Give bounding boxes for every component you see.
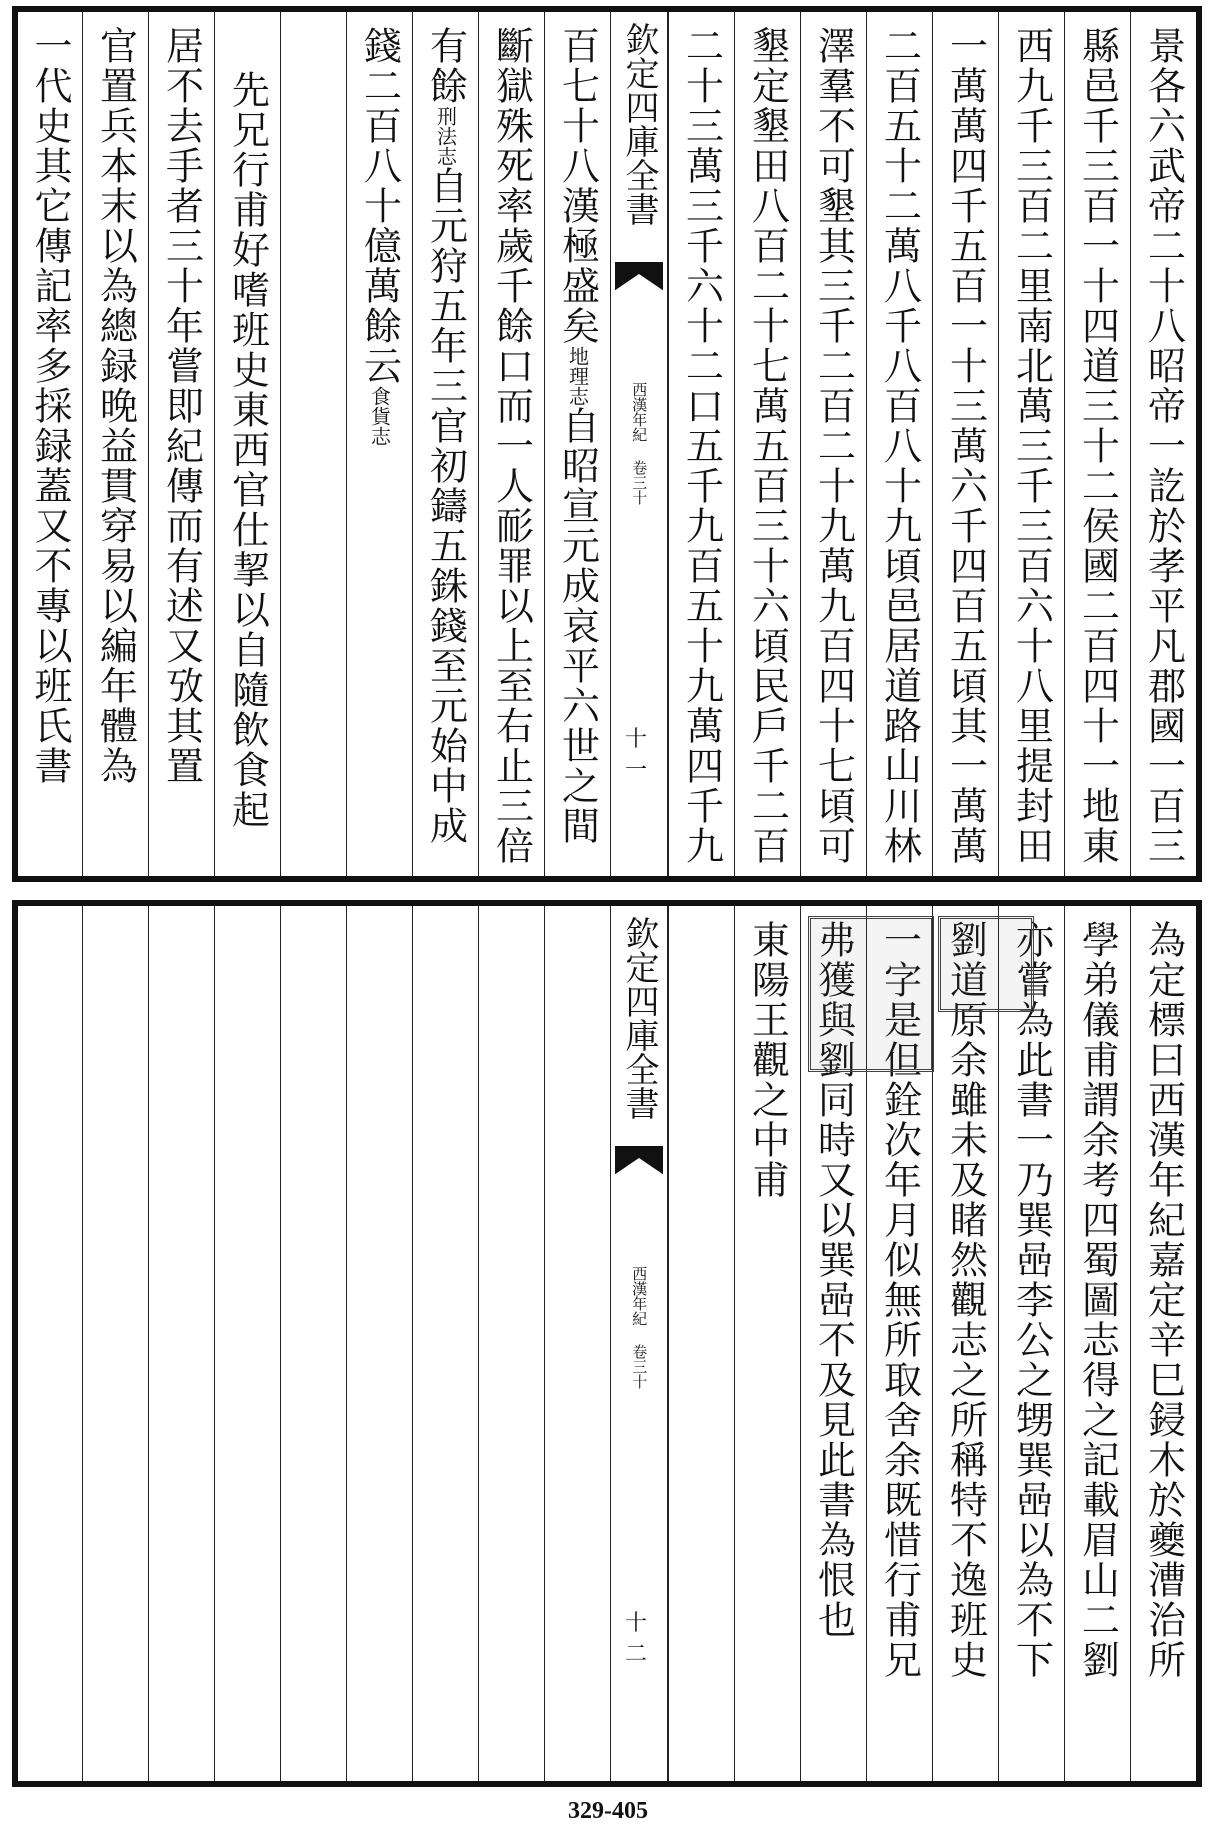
column-text: 為定標曰西漢年紀嘉定辛巳鋟木於夔漕治所 [1141,920,1186,1680]
column-text: 學弟儀甫謂余考四蜀圖志得之記載眉山二劉 [1075,920,1120,1680]
column [668,906,734,1781]
column-text: 斷獄殊死率歲千餘口而一人耏罪以上至右止三倍 [489,26,534,866]
column-text [555,26,600,846]
column [668,12,734,876]
column-text: 澤羣不可墾其三千二百二十九萬九百四十七頃可 [811,26,856,866]
main-text: 百七十八漢極盛矣 [555,26,600,346]
column [346,12,412,876]
gutter-title: 欽定四庫全書 [619,916,659,1120]
main-text: 有餘 [423,26,468,106]
column [148,906,214,1781]
column [866,12,932,876]
column-text: 劉道原余雖未及睹然觀志之所稱特不逸班史 [943,920,988,1680]
gutter-page-number: 十二 [625,1611,648,1667]
column [478,906,544,1781]
column-text: 亦嘗為此書一乃巽喦李公之甥巽喦以為不下 [1009,920,1054,1680]
column-text: 景各六武帝二十八昭帝一訖於孝平凡郡國一百三 [1141,26,1186,866]
column-text: 一字是但銓次年月似無所取舍余既惜行甫兄 [877,920,922,1680]
column-text: 一萬萬四千五百一十三萬六千四百五頃其一萬萬 [943,26,988,866]
column [800,12,866,876]
column [18,12,82,876]
annotation-note: 地理志 [565,346,590,406]
column [412,12,478,876]
column [544,12,610,876]
column [280,12,346,876]
column [734,12,800,876]
gutter-subtitle: 西漢年紀 卷三十 [630,382,649,505]
annotation-note: 食貨志 [367,386,392,446]
column-text: 二十三萬三千六十二口五千九百五十九萬四千九 [679,26,724,866]
seal-stamp [808,916,934,1072]
column [280,906,346,1781]
column [82,12,148,876]
column [544,906,610,1781]
gutter-title: 欽定四庫全書 [619,22,659,226]
column-text: 縣邑千三百一十四道三十二侯國二百四十一地東 [1075,26,1120,866]
fish-tail-ornament [615,1146,662,1174]
column-text: 官置兵本末以為總録晚益貫穿易以編年體為 [93,26,138,786]
column [214,906,280,1781]
column [18,906,82,1781]
column [932,12,998,876]
column [1130,906,1196,1781]
column-text: 二百五十二萬八千八百八十九頃邑居道路山川林 [877,26,922,866]
gutter-subtitle: 西漢年紀 卷三十 [630,1266,649,1389]
column-text: 弗獲與劉同時又以巽喦不及見此書為恨也 [811,920,856,1640]
column-text: 居不去手者三十年嘗即紀傳而有述又攷其置 [159,26,204,786]
column [932,906,998,1781]
column [148,12,214,876]
column-text: 西九千三百二里南北萬三千三百六十八里提封田 [1009,26,1054,866]
column-text [423,26,468,846]
seal-stamp [938,916,1034,1012]
fold-gutter [610,906,668,1781]
column [1064,906,1130,1781]
gutter-page-number: 十一 [625,727,648,783]
column [478,12,544,876]
column-text [357,26,402,446]
column-text: 墾定墾田八百二十七萬五百三十六頃民戶千二百 [745,26,790,866]
column-text: 一代史其它傳記率多採録蓋又不專以班氏書 [28,26,72,786]
column [998,12,1064,876]
column [412,906,478,1781]
top-page [12,6,1202,882]
main-text: 自昭宣元成哀平六世之間 [555,406,600,846]
column [214,12,280,876]
column [82,906,148,1781]
column [734,906,800,1781]
column [998,906,1064,1781]
main-text: 自元狩五年三官初鑄五銖錢至元始中成 [423,166,468,846]
column-text: 先兄行甫好嗜班史東西官仕挈以自隨飲食起 [225,70,270,830]
column [1130,12,1196,876]
page-number-footer: 329-405 [568,1798,648,1824]
annotation-note: 刑法志 [433,106,458,166]
fold-gutter [610,12,668,876]
bottom-page [12,900,1202,1787]
main-text: 錢二百八十億萬餘云 [357,26,402,386]
fish-tail-ornament [615,262,662,290]
column [1064,12,1130,876]
column [346,906,412,1781]
column-text: 東陽王觀之中甫 [745,920,790,1200]
